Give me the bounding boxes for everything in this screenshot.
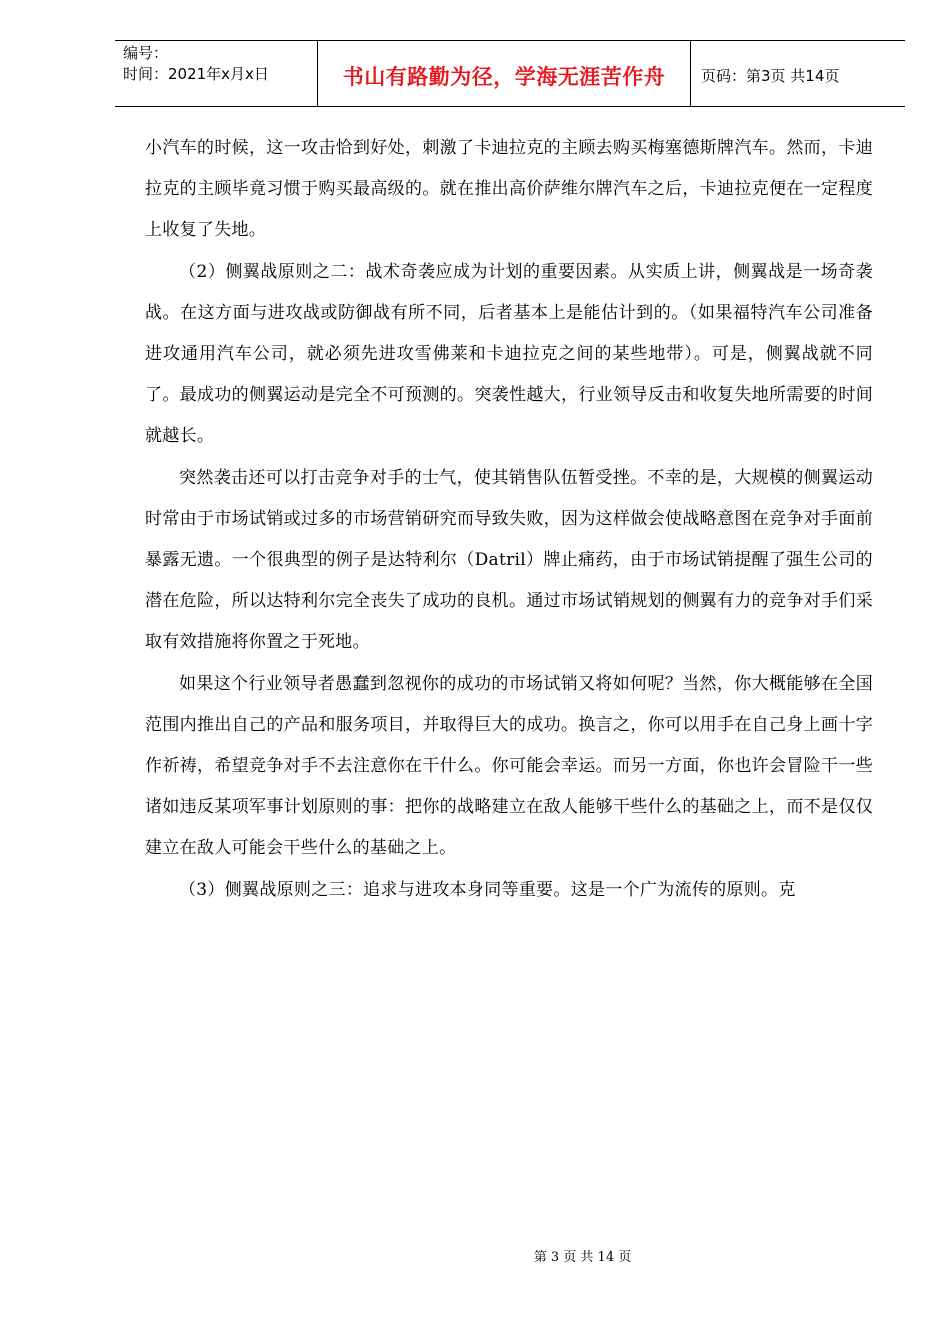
paragraph-flank-principle-3: （3）侧翼战原则之三：追求与进攻本身同等重要。这是一个广为流传的原则。克 bbox=[179, 879, 796, 900]
document-time-label: 时间：2021年x月x日 bbox=[123, 65, 269, 83]
header-motto: 书山有路勤为径，学海无涯苦作舟 bbox=[317, 41, 691, 106]
paragraph-continuation: 小汽车的时候，这一攻击恰到好处，刺激了卡迪拉克的主顾去购买梅塞德斯牌汽车。然而，卡迪拉克的主顾毕竟习惯于购买最高级的。就在推出高价萨维尔牌汽车之后，卡迪拉克便在一定程度上收复了失地。 bbox=[145, 138, 873, 241]
paragraph-flank-principle-2: （2）侧翼战原则之二：战术奇袭应成为计划的重要因素。从实质上讲，侧翼战是一场奇袭战。在这方面与进攻战或防御战有所不同，后者基本上是能估计到的。（如果福特汽车公司准备进攻通用汽车公司，就必须先进攻雪佛莱和卡迪拉克之间的某些地带）。可是，侧翼战就不同了。最成功的侧翼运动是完全不可预测的。突袭性越大，行业领导反击和收复失地所需要的时间就越长。 bbox=[145, 261, 873, 447]
header-meta bbox=[115, 41, 317, 106]
footer-page-number: 第 3 页 共 14 页 bbox=[533, 1250, 632, 1265]
paragraph-surprise-attack: 突然袭击还可以打击竞争对手的士气，使其销售队伍暂受挫。不幸的是，大规模的侧翼运动时常由于市场试销或过多的市场营销研究而导致失败，因为这样做会使战略意图在竞争对手面前暴露无遗。一个很典型的例子是达特利尔（Datril）牌止痛药，由于市场试销提醒了强生公司的潜在危险，所以达特利尔完全丧失了成功的良机。通过市场试销规划的侧翼有力的竞争对手们采取有效措施将你置之于死地。 bbox=[145, 467, 873, 653]
paragraph-market-test: 如果这个行业领导者愚蠢到忽视你的成功的市场试销又将如何呢？当然，你大概能够在全国范围内推出自己的产品和服务项目，并取得巨大的成功。换言之，你可以用手在自己身上画十字作祈祷，希望竞争对手不去注意你在干什么。你可能会幸运。而另一方面，你也许会冒险干一些诸如违反某项军事计划原则的事：把你的战略建立在敌人能够干些什么的基础之上，而不是仅仅建立在敌人可能会干些什么的基础之上。 bbox=[145, 673, 873, 859]
document-body bbox=[145, 128, 873, 911]
page-header bbox=[115, 40, 905, 107]
document-number-label: 编号： bbox=[123, 44, 169, 62]
header-page-number: 页码：第3页 共14页 bbox=[701, 67, 840, 85]
page-footer bbox=[0, 1246, 950, 1265]
